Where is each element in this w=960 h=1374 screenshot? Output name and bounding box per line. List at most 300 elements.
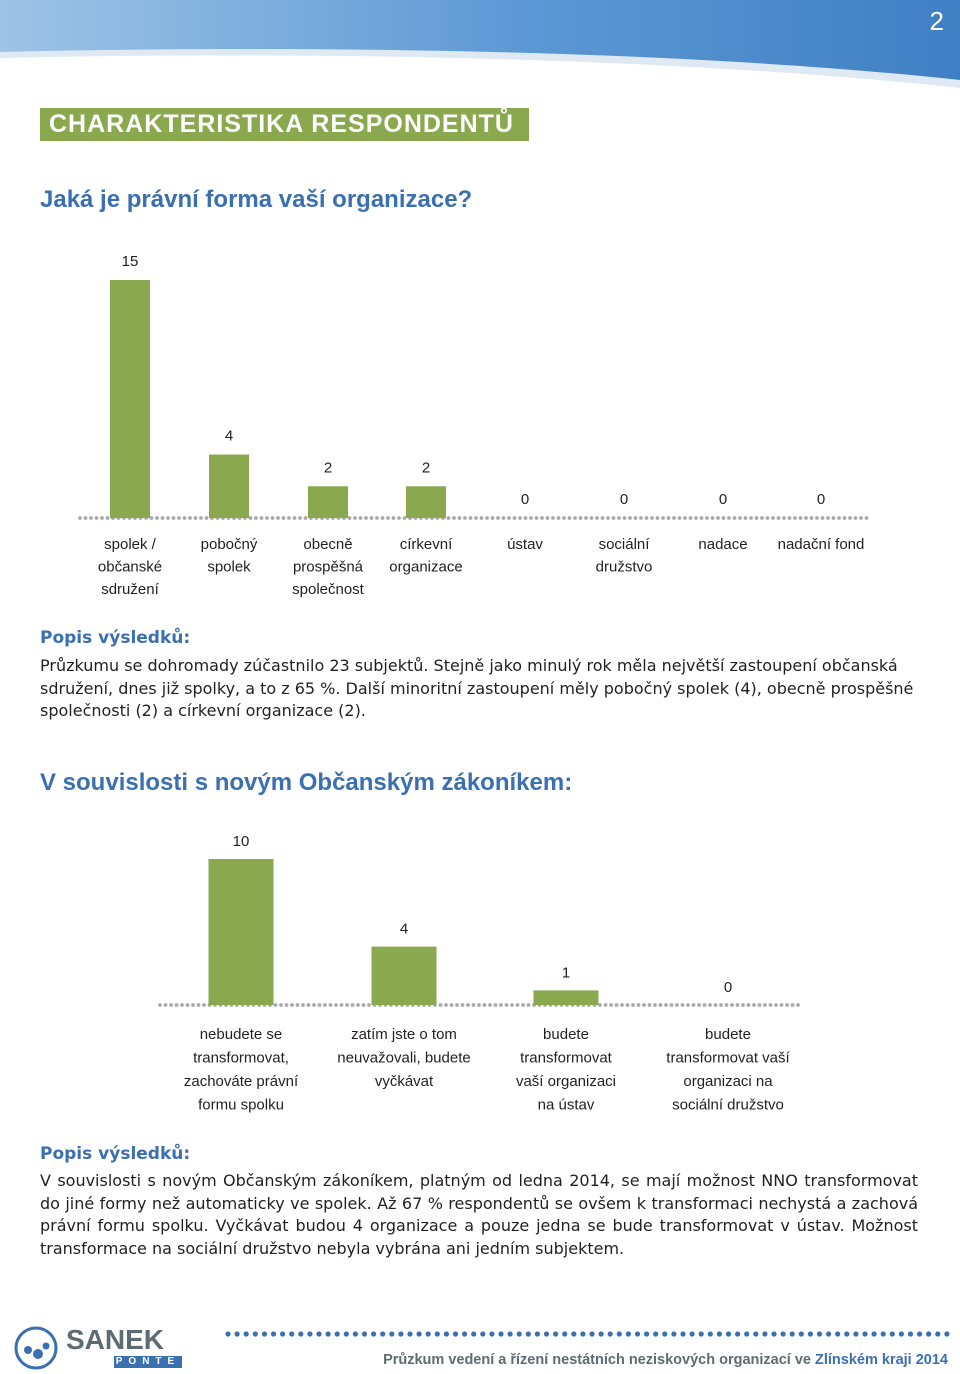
chart1-axis-dot: [546, 516, 550, 520]
footer-dot: [735, 1331, 740, 1336]
chart1-axis-dot: [815, 516, 819, 520]
chart2-axis-dot: [411, 1003, 415, 1007]
footer-dot: [489, 1331, 494, 1336]
chart1-axis-dot: [436, 516, 440, 520]
chart2-axis-dot: [675, 1003, 679, 1007]
chart2-axis-dot: [769, 1003, 773, 1007]
chart2-axis-dot: [648, 1003, 652, 1007]
chart1-axis-dot: [249, 516, 253, 520]
chart1-axis-dot: [722, 516, 726, 520]
chart1-axis-dot: [133, 516, 137, 520]
question-1-heading: Jaká je právní forma vaší organizace?: [40, 186, 473, 213]
chart2-axis-dot: [532, 1003, 536, 1007]
chart1-axis-dot: [414, 516, 418, 520]
chart1-value-label: 2: [421, 459, 431, 477]
chart2-axis-dot: [345, 1003, 349, 1007]
chart1-axis-dot: [678, 516, 682, 520]
footer-dot: [708, 1331, 713, 1336]
chart1-axis-dot: [535, 516, 539, 520]
chart1-axis-dot: [403, 516, 407, 520]
chart1-axis-dot: [177, 516, 181, 520]
chart1-axis-dot: [744, 516, 748, 520]
chart1-axis-dot: [111, 516, 115, 520]
chart1-axis-dot: [199, 516, 203, 520]
chart1-axis-dot: [161, 516, 165, 520]
chart2-axis-dot: [285, 1003, 289, 1007]
footer-dot: [562, 1331, 567, 1336]
results-label-2: Popis výsledků:: [40, 1144, 191, 1164]
chart2-axis-dot: [543, 1003, 547, 1007]
chart2-axis-dot: [736, 1003, 740, 1007]
chart1-axis-dot: [518, 516, 522, 520]
chart2-axis-dot: [576, 1003, 580, 1007]
chart1-axis-dot: [386, 516, 390, 520]
chart2-axis-dot: [626, 1003, 630, 1007]
chart2-axis-dot: [785, 1003, 789, 1007]
footer-dot: [862, 1331, 867, 1336]
chart1-axis-dot: [788, 516, 792, 520]
chart1-axis-dot: [865, 516, 869, 520]
footer-dot: [371, 1331, 376, 1336]
footer-dot: [417, 1331, 422, 1336]
footer-dot: [626, 1331, 631, 1336]
footer-dot: [608, 1331, 613, 1336]
footer-dot: [771, 1331, 776, 1336]
footer-dot: [726, 1331, 731, 1336]
chart2-category-label: budete: [543, 1026, 589, 1043]
chart1-axis-dot: [496, 516, 500, 520]
page-number: 2: [929, 6, 944, 36]
chart1-value-label: 4: [224, 427, 234, 445]
chart1-axis-dot: [821, 516, 825, 520]
footer-dot: [498, 1331, 503, 1336]
chart1-axis-dot: [128, 516, 132, 520]
chart1-bar: [209, 455, 249, 518]
chart1-axis-dot: [749, 516, 753, 520]
chart1-axis-dot: [304, 516, 308, 520]
chart1-axis-dot: [837, 516, 841, 520]
chart1-axis-dot: [562, 516, 566, 520]
footer-dot: [853, 1331, 858, 1336]
chart1-axis-dot: [711, 516, 715, 520]
chart2-category-label: organizaci na: [683, 1073, 773, 1090]
chart1-category-label: nadační fond: [777, 536, 865, 553]
chart2-axis-dot: [417, 1003, 421, 1007]
chart2-axis-dot: [598, 1003, 602, 1007]
chart1-axis-dot: [315, 516, 319, 520]
chart2-axis-dot: [774, 1003, 778, 1007]
chart1-axis-dot: [271, 516, 275, 520]
chart1-axis-dot: [595, 516, 599, 520]
footer-dot: [580, 1331, 585, 1336]
chart2-axis-dot: [373, 1003, 377, 1007]
chart1-axis-dot: [793, 516, 797, 520]
chart2-axis-dot: [587, 1003, 591, 1007]
chart1-axis-dot: [89, 516, 93, 520]
chart1-axis-dot: [238, 516, 242, 520]
footer-dot: [517, 1331, 522, 1336]
chart2-axis-dot: [763, 1003, 767, 1007]
chart1-axis-dot: [172, 516, 176, 520]
chart1-axis-dot: [183, 516, 187, 520]
footer-dot: [535, 1331, 540, 1336]
chart2-category-label: nebudete se: [199, 1026, 283, 1043]
footer-dot: [398, 1331, 403, 1336]
chart2-axis-dot: [642, 1003, 646, 1007]
chart1-axis-dot: [188, 516, 192, 520]
footer-dot: [872, 1331, 877, 1336]
chart1-axis-dot: [227, 516, 231, 520]
header-band: [0, 0, 960, 90]
footer-dot: [599, 1331, 604, 1336]
chart1-value-label: 2: [323, 459, 333, 477]
chart2-axis-dot: [527, 1003, 531, 1007]
chart2-axis-dot: [494, 1003, 498, 1007]
chart1-axis-dot: [419, 516, 423, 520]
chart2-value-label: 10: [232, 833, 250, 850]
chart1-axis-dot: [689, 516, 693, 520]
chart2-axis-dot: [241, 1003, 245, 1007]
chart2-axis-dot: [620, 1003, 624, 1007]
chart2-axis-dot: [631, 1003, 635, 1007]
footer-dot: [589, 1331, 594, 1336]
footer-dot: [508, 1331, 513, 1336]
chart1-axis-dot: [782, 516, 786, 520]
chart2-axis-dot: [219, 1003, 223, 1007]
chart2-axis-dot: [389, 1003, 393, 1007]
chart2-axis-dot: [752, 1003, 756, 1007]
footer-dot: [635, 1331, 640, 1336]
chart1-axis-dot: [705, 516, 709, 520]
footer-dot: [471, 1331, 476, 1336]
chart1-axis-dot: [848, 516, 852, 520]
chart1-category-label: občanské: [97, 558, 163, 576]
logo-figure-icon: [43, 1343, 50, 1350]
chart1-axis-dot: [78, 516, 82, 520]
chart1-axis-dot: [260, 516, 264, 520]
chart1-axis-dot: [557, 516, 561, 520]
chart1-axis-dot: [859, 516, 863, 520]
chart2-axis-dot: [169, 1003, 173, 1007]
chart2-axis-dot: [191, 1003, 195, 1007]
chart1-axis-dot: [326, 516, 330, 520]
chart1-axis-dot: [447, 516, 451, 520]
chart1-axis-dot: [667, 516, 671, 520]
chart1-axis-dot: [298, 516, 302, 520]
chart2-axis-dot: [615, 1003, 619, 1007]
results-text-2: V souvislosti s novým Občanským zákoníkem, platným od ledna 2014, se mají možnost NNO transformovat do jiné formy než automaticky ve spolek. Až 67 % respondentů se ovšem k transformaci nechystá a zachová právní formu spolku. Vyčkávat budou 4 organizace a pouze jedna se bude transformovat v ústav. Možnost transformace na sociální družstvo nebyla vybrána ani jedním subjektem.: [40, 1171, 918, 1258]
logo-sanek: SANEK: [66, 1324, 165, 1355]
chart2-axis-dot: [499, 1003, 503, 1007]
chart2-axis-dot: [747, 1003, 751, 1007]
chart2-category-label: zatím jste o tom: [351, 1026, 457, 1043]
chart1-axis-dot: [139, 516, 143, 520]
section-title: CHARAKTERISTIKA RESPONDENTŮ: [40, 108, 529, 141]
chart1-axis-dot: [95, 516, 99, 520]
question-2-heading: V souvislosti s novým Občanským zákoníkem:: [40, 769, 573, 796]
footer-dot: [407, 1331, 412, 1336]
footer-caption-main: Průzkum vedení a řízení nestátních neziskových organizací ve: [383, 1352, 815, 1368]
chart1-axis-dot: [342, 516, 346, 520]
chart2-axis-dot: [384, 1003, 388, 1007]
chart2-axis-dot: [444, 1003, 448, 1007]
chart1-axis-dot: [485, 516, 489, 520]
footer-dot: [335, 1331, 340, 1336]
chart1-axis-dot: [452, 516, 456, 520]
chart2-axis-dot: [686, 1003, 690, 1007]
chart1-axis-dot: [826, 516, 830, 520]
chart2-axis-dot: [461, 1003, 465, 1007]
footer-dot: [480, 1331, 485, 1336]
chart1-axis-dot: [771, 516, 775, 520]
chart1-axis-dot: [568, 516, 572, 520]
chart2-axis-dot: [213, 1003, 217, 1007]
chart1-axis-dot: [513, 516, 517, 520]
chart1-axis-dot: [392, 516, 396, 520]
chart1-axis-dot: [331, 516, 335, 520]
chart2-axis-dot: [202, 1003, 206, 1007]
footer-dot: [844, 1331, 849, 1336]
chart1-axis-dot: [672, 516, 676, 520]
chart2-axis-dot: [186, 1003, 190, 1007]
footer-dot: [617, 1331, 622, 1336]
chart2-axis-dot: [516, 1003, 520, 1007]
chart1-axis-dot: [474, 516, 478, 520]
chart2-axis-dot: [681, 1003, 685, 1007]
footer-dot: [453, 1331, 458, 1336]
chart1-axis-dot: [777, 516, 781, 520]
footer-dot: [890, 1331, 895, 1336]
footer-dot: [362, 1331, 367, 1336]
chart1-axis-dot: [606, 516, 610, 520]
logo-figure-icon: [24, 1346, 32, 1354]
chart2-axis-dot: [780, 1003, 784, 1007]
chart1-category-label: ústav: [507, 536, 543, 553]
chart1-axis-dot: [254, 516, 258, 520]
chart2-axis-dot: [604, 1003, 608, 1007]
footer-dot: [280, 1331, 285, 1336]
chart2-axis-dot: [312, 1003, 316, 1007]
chart2-axis-dot: [505, 1003, 509, 1007]
chart1-axis-dot: [84, 516, 88, 520]
chart1-axis-dot: [243, 516, 247, 520]
chart2-axis-dot: [257, 1003, 261, 1007]
chart1-category-label: obecně: [303, 536, 353, 553]
chart2-axis-dot: [307, 1003, 311, 1007]
chart1-axis-dot: [375, 516, 379, 520]
chart1-axis-dot: [155, 516, 159, 520]
chart1-category-label: nadace: [698, 536, 748, 553]
chart2-axis-dot: [714, 1003, 718, 1007]
chart2-axis-dot: [708, 1003, 712, 1007]
chart2-axis-dot: [252, 1003, 256, 1007]
chart2-axis-dot: [224, 1003, 228, 1007]
chart2-axis-dot: [158, 1003, 162, 1007]
chart2-axis-dot: [719, 1003, 723, 1007]
chart2-bar: [209, 859, 274, 1005]
chart1-axis-dot: [529, 516, 533, 520]
chart2-axis-dot: [571, 1003, 575, 1007]
chart2-axis-dot: [659, 1003, 663, 1007]
chart1-axis-dot: [766, 516, 770, 520]
chart1-value-label: 0: [520, 491, 530, 508]
footer-dot: [271, 1331, 276, 1336]
footer-dot: [426, 1331, 431, 1336]
chart1-axis-dot: [370, 516, 374, 520]
chart2-category-label: na ústav: [537, 1096, 595, 1114]
footer-dot: [899, 1331, 904, 1336]
chart2-axis-dot: [378, 1003, 382, 1007]
chart2-axis-dot: [554, 1003, 558, 1007]
chart2-axis-dot: [477, 1003, 481, 1007]
chart2-axis-dot: [692, 1003, 696, 1007]
chart2-axis-dot: [296, 1003, 300, 1007]
chart2-axis-dot: [483, 1003, 487, 1007]
chart1-axis-dot: [194, 516, 198, 520]
footer-dot: [644, 1331, 649, 1336]
chart2-axis-dot: [703, 1003, 707, 1007]
chart1-axis-dot: [144, 516, 148, 520]
footer-dot: [225, 1331, 230, 1336]
footer-dot: [526, 1331, 531, 1336]
footer-dot: [435, 1331, 440, 1336]
footer-caption: [383, 1352, 948, 1368]
footer-dot: [808, 1331, 813, 1336]
chart1-axis-dot: [507, 516, 511, 520]
chart1-category-label: spolek /: [104, 536, 156, 553]
chart1-axis-dot: [760, 516, 764, 520]
chart1-axis-dot: [612, 516, 616, 520]
footer-dot: [817, 1331, 822, 1336]
footer-dot: [244, 1331, 249, 1336]
chart1-axis-dot: [205, 516, 209, 520]
footer-dot: [344, 1331, 349, 1336]
chart1-axis-dot: [639, 516, 643, 520]
chart2-axis-dot: [279, 1003, 283, 1007]
chart2-axis-dot: [406, 1003, 410, 1007]
chart1-category-label: církevní: [399, 536, 453, 553]
footer-dot: [253, 1331, 258, 1336]
chart2-axis-dot: [356, 1003, 360, 1007]
chart2-axis-dot: [450, 1003, 454, 1007]
chart1-axis-dot: [337, 516, 341, 520]
chart2-axis-dot: [741, 1003, 745, 1007]
chart2-category-label: formu spolku: [198, 1096, 284, 1114]
chart1-category-label: společnost: [292, 581, 364, 598]
footer-dot: [753, 1331, 758, 1336]
chart2-axis-dot: [521, 1003, 525, 1007]
chart2-axis-dot: [208, 1003, 212, 1007]
chart1-axis-dot: [232, 516, 236, 520]
chart1-axis-dot: [810, 516, 814, 520]
chart2-category-label: sociální družstvo: [672, 1096, 784, 1114]
chart1-axis-dot: [540, 516, 544, 520]
chart1-axis-dot: [397, 516, 401, 520]
chart1-axis-dot: [634, 516, 638, 520]
footer-dot: [553, 1331, 558, 1336]
chart1-axis-dot: [381, 516, 385, 520]
chart2-axis-dot: [180, 1003, 184, 1007]
footer-dot: [671, 1331, 676, 1336]
chart1-bar: [406, 486, 446, 518]
chart2-axis-dot: [428, 1003, 432, 1007]
chart1-axis-dot: [265, 516, 269, 520]
footer-dot: [908, 1331, 913, 1336]
chart2-axis-dot: [582, 1003, 586, 1007]
chart2-category-label: transformovat: [520, 1049, 612, 1067]
footer-dot: [353, 1331, 358, 1336]
chart1-value-label: 0: [816, 491, 826, 508]
chart1-axis-dot: [601, 516, 605, 520]
logo-circle-icon: [16, 1328, 56, 1368]
chart1-axis-dot: [353, 516, 357, 520]
footer-dot: [717, 1331, 722, 1336]
chart2-axis-dot: [274, 1003, 278, 1007]
chart1-axis-dot: [216, 516, 220, 520]
footer-dot: [690, 1331, 695, 1336]
chart2-axis-dot: [175, 1003, 179, 1007]
chart1-value-label: 0: [619, 491, 629, 508]
chart1-axis-dot: [656, 516, 660, 520]
footer-dot: [680, 1331, 685, 1336]
chart1-axis-dot: [755, 516, 759, 520]
logo-ponte: PONTE: [115, 1356, 181, 1367]
chart2-category-label: budete: [705, 1026, 751, 1043]
chart1-axis-dot: [309, 516, 313, 520]
chart1-axis-dot: [122, 516, 126, 520]
chart2-axis-dot: [301, 1003, 305, 1007]
footer-dot: [935, 1331, 940, 1336]
footer-dot: [544, 1331, 549, 1336]
chart2-axis-dot: [791, 1003, 795, 1007]
chart1-axis-dot: [700, 516, 704, 520]
chart2-axis-dot: [197, 1003, 201, 1007]
chart1-axis-dot: [210, 516, 214, 520]
chart1-axis-dot: [683, 516, 687, 520]
chart2-axis-dot: [637, 1003, 641, 1007]
footer-dot: [326, 1331, 331, 1336]
chart1-axis-dot: [221, 516, 225, 520]
chart1-value-label: 0: [718, 491, 728, 508]
chart2-bar: [372, 947, 437, 1005]
chart2-axis-dot: [367, 1003, 371, 1007]
chart2-axis-dot: [334, 1003, 338, 1007]
footer-dot: [262, 1331, 267, 1336]
footer-dot: [799, 1331, 804, 1336]
chart1-axis-dot: [425, 516, 429, 520]
results-label-1: Popis výsledků:: [40, 628, 191, 648]
chart2-axis-dot: [560, 1003, 564, 1007]
chart1-axis-dot: [276, 516, 280, 520]
chart1-axis-dot: [832, 516, 836, 520]
footer-dot: [835, 1331, 840, 1336]
footer-dot: [781, 1331, 786, 1336]
chart1-axis-dot: [408, 516, 412, 520]
footer-dot: [307, 1331, 312, 1336]
chart2-axis-dot: [730, 1003, 734, 1007]
chart2-category-label: vyčkávat: [374, 1073, 434, 1090]
footer-dot: [662, 1331, 667, 1336]
footer-dot: [444, 1331, 449, 1336]
logo-figure-icon: [33, 1349, 43, 1359]
footer-dot: [881, 1331, 886, 1336]
footer-dot: [762, 1331, 767, 1336]
chart1-axis-dot: [441, 516, 445, 520]
chart1-bar: [308, 486, 348, 518]
chart2-axis-dot: [318, 1003, 322, 1007]
chart2-axis-dot: [593, 1003, 597, 1007]
chart1-value-label: 15: [121, 253, 139, 270]
